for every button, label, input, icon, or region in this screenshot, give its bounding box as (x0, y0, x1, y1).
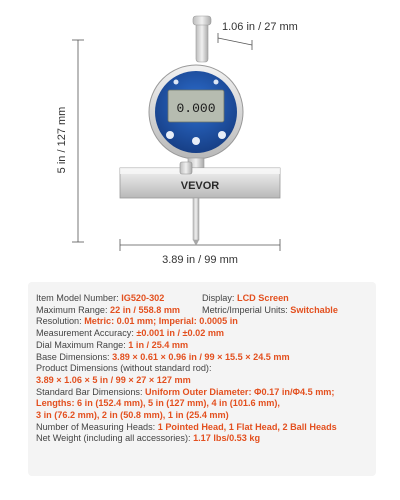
lcd-readout: 0.000 (176, 101, 216, 116)
dial-range-value: 1 in / 25.4 mm (128, 339, 189, 350)
spec-row-weight (36, 433, 368, 445)
weight-label: Net Weight (including all accessories): (36, 433, 194, 444)
spec-row-range-units (36, 305, 368, 317)
spec-row-accuracy (36, 328, 368, 340)
base-dims-label: Base Dimensions: (36, 351, 113, 362)
on-off-button (166, 131, 174, 139)
product-dims-label: Product Dimensions (without standard rod): (36, 363, 212, 374)
max-range-label: Maximum Range: (36, 304, 111, 315)
heads-label: Number of Measuring Heads: (36, 421, 158, 432)
zero-button (192, 137, 200, 145)
weight-value: 1.17 lbs/0.53 kg (193, 433, 261, 444)
brand-logo: VEVOR (180, 180, 220, 192)
base-dimension-label: 3.89 in / 99 mm (162, 254, 238, 266)
height-dimension-line (72, 40, 84, 242)
base-dims-value: 3.89 × 0.61 × 0.96 in / 99 × 15.5 × 24.5 mm (112, 351, 290, 362)
max-range-value: 22 in / 558.8 mm (110, 304, 181, 315)
dial-housing (149, 65, 243, 159)
spec-row-bar-lengths-1 (36, 398, 368, 410)
bar-dims-value-2: Lengths: 6 in (152.4 mm), 5 in (127 mm), 4 in (101.6 mm), (36, 398, 280, 409)
resolution-value: Metric: 0.01 mm; Imperial: 0.0005 in (84, 316, 238, 327)
width-dimension-label: 1.06 in / 27 mm (222, 21, 298, 33)
units-value: Switchable (290, 304, 338, 315)
base-dimension-line (120, 239, 280, 251)
heads-value: 1 Pointed Head, 1 Flat Head, 2 Ball Heads (157, 421, 337, 432)
model-label: Item Model Number: (36, 293, 122, 303)
spec-row-product-dims-value (36, 375, 368, 387)
spec-row-bar-lengths-2 (36, 410, 368, 422)
specifications-panel (28, 282, 376, 476)
height-dimension-label: 5 in / 127 mm (56, 106, 68, 174)
spec-row-bar-dims (36, 387, 368, 399)
resolution-label: Resolution: (36, 316, 85, 327)
units-label: Metric/Imperial Units: (202, 304, 291, 315)
plunger-stem (193, 16, 211, 62)
probe-rod (193, 198, 199, 246)
accuracy-value: ±0.001 in / ±0.02 mm (136, 328, 225, 339)
model-value: IG520-302 (121, 293, 165, 303)
spec-row-heads (36, 422, 368, 434)
accuracy-label: Measurement Accuracy: (36, 328, 137, 339)
spec-row-model-display (36, 293, 368, 305)
inc-mm-button (218, 131, 226, 139)
display-value: LCD Screen (237, 293, 289, 303)
bar-dims-label: Standard Bar Dimensions: (36, 386, 146, 397)
width-dimension-line (218, 33, 252, 50)
display-label: Display: (202, 293, 237, 303)
spec-row-base-dims (36, 352, 368, 364)
spec-row-resolution (36, 316, 368, 328)
dial-range-label: Dial Maximum Range: (36, 339, 129, 350)
bar-dims-value-1: Uniform Outer Diameter: Φ0.17 in/Φ4.5 mm; (145, 386, 335, 397)
bar-dims-value-3: 3 in (76.2 mm), 2 in (50.8 mm), 1 in (25.4 mm) (36, 410, 229, 421)
spec-row-product-dims-label (36, 363, 368, 375)
product-dims-value: 3.89 × 1.06 × 5 in / 99 × 27 × 127 mm (36, 374, 191, 385)
spec-row-dial-range (36, 340, 368, 352)
